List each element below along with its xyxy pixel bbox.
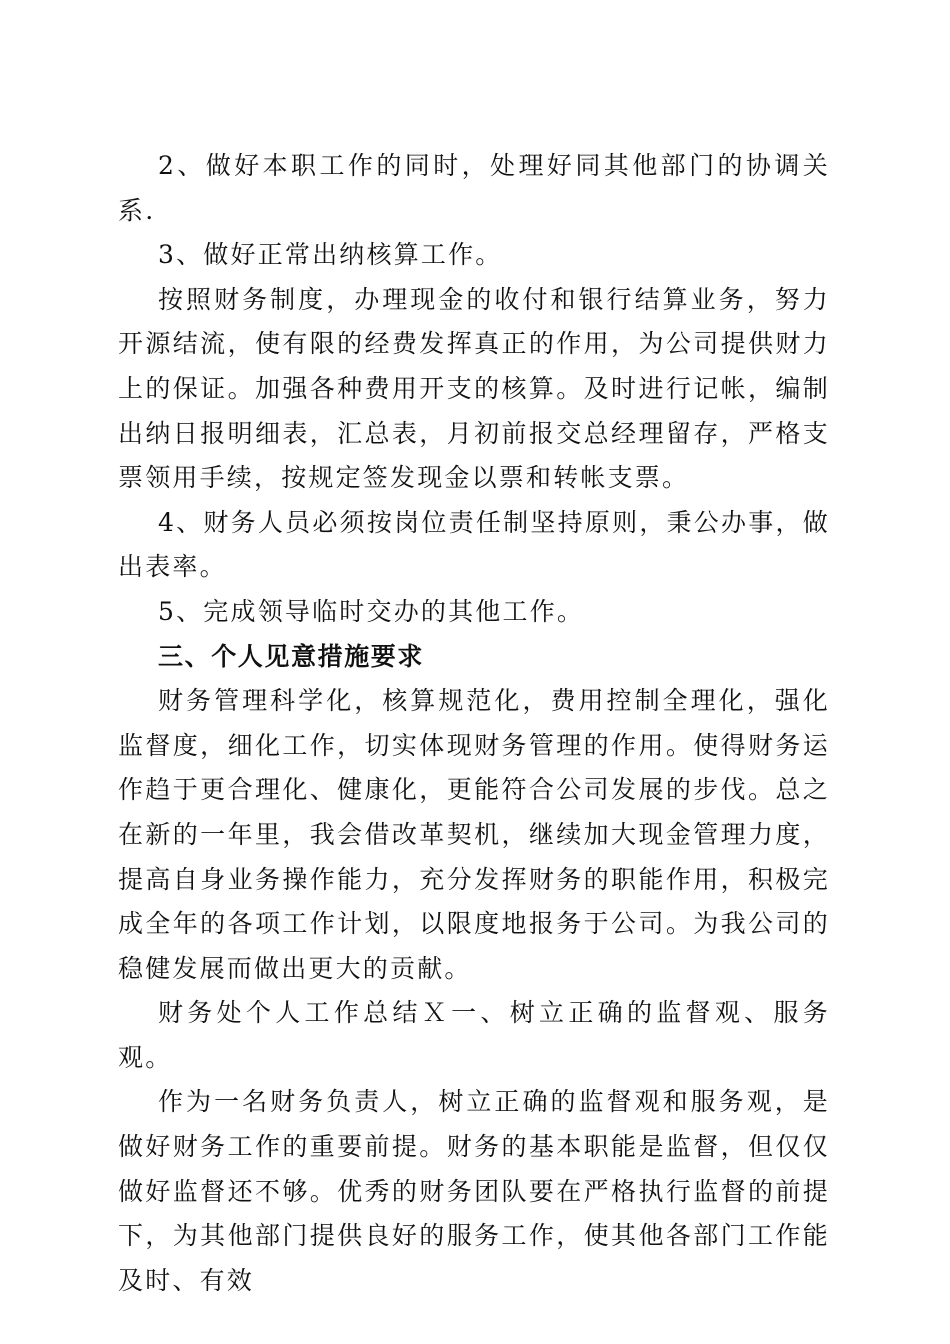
paragraph-item-3: 3、做好正常出纳核算工作。 (158, 240, 503, 270)
document-body (118, 144, 830, 1303)
paragraph-suggestions: 财务管理科学化，核算规范化，费用控制全理化，强化监督度，细化工作，切实体现财务管理的作用。使得财务运作趋于更合理化、健康化，更能符合公司发展的步伐。总之在新的一年里，我会借改革契机，继续加大现金管理力度，提高自身业务操作能力，充分发挥财务的职能作用，积极完成全年的各项工作计划，以限度地报务于公司。为我公司的稳健发展而做出更大的贡献。 (118, 686, 830, 983)
paragraph-item-4: 4、财务人员必须按岗位责任制坚持原则，秉公办事，做出表率。 (118, 507, 830, 582)
section-heading-3: 三、个人见意措施要求 (158, 641, 425, 671)
paragraph-summary-title: 财务处个人工作总结Ｘ一、树立正确的监督观、服务观。 (118, 998, 830, 1072)
paragraph-item-2: 2、做好本职工作的同时，处理好同其他部门的协调关系. (118, 151, 830, 225)
paragraph-supervision: 作为一名财务负责人，树立正确的监督观和服务观，是做好财务工作的重要前提。财务的基本职能是监督，但仅仅做好监督还不够。优秀的财务团队要在严格执行监督的前提下，为其他部门提供良好的服务工作，使其他各部门工作能及时、有效 (118, 1087, 830, 1295)
paragraph-cashier-accounting: 按照财务制度，办理现金的收付和银行结算业务，努力开源结流，使有限的经费发挥真正的作用，为公司提供财力上的保证。加强各种费用开支的核算。及时进行记帐，编制出纳日报明细表，汇总表，月初前报交总经理留存，严格支票领用手续，按规定签发现金以票和转帐支票。 (118, 284, 830, 493)
paragraph-item-5: 5、完成领导临时交办的其他工作。 (158, 596, 585, 626)
